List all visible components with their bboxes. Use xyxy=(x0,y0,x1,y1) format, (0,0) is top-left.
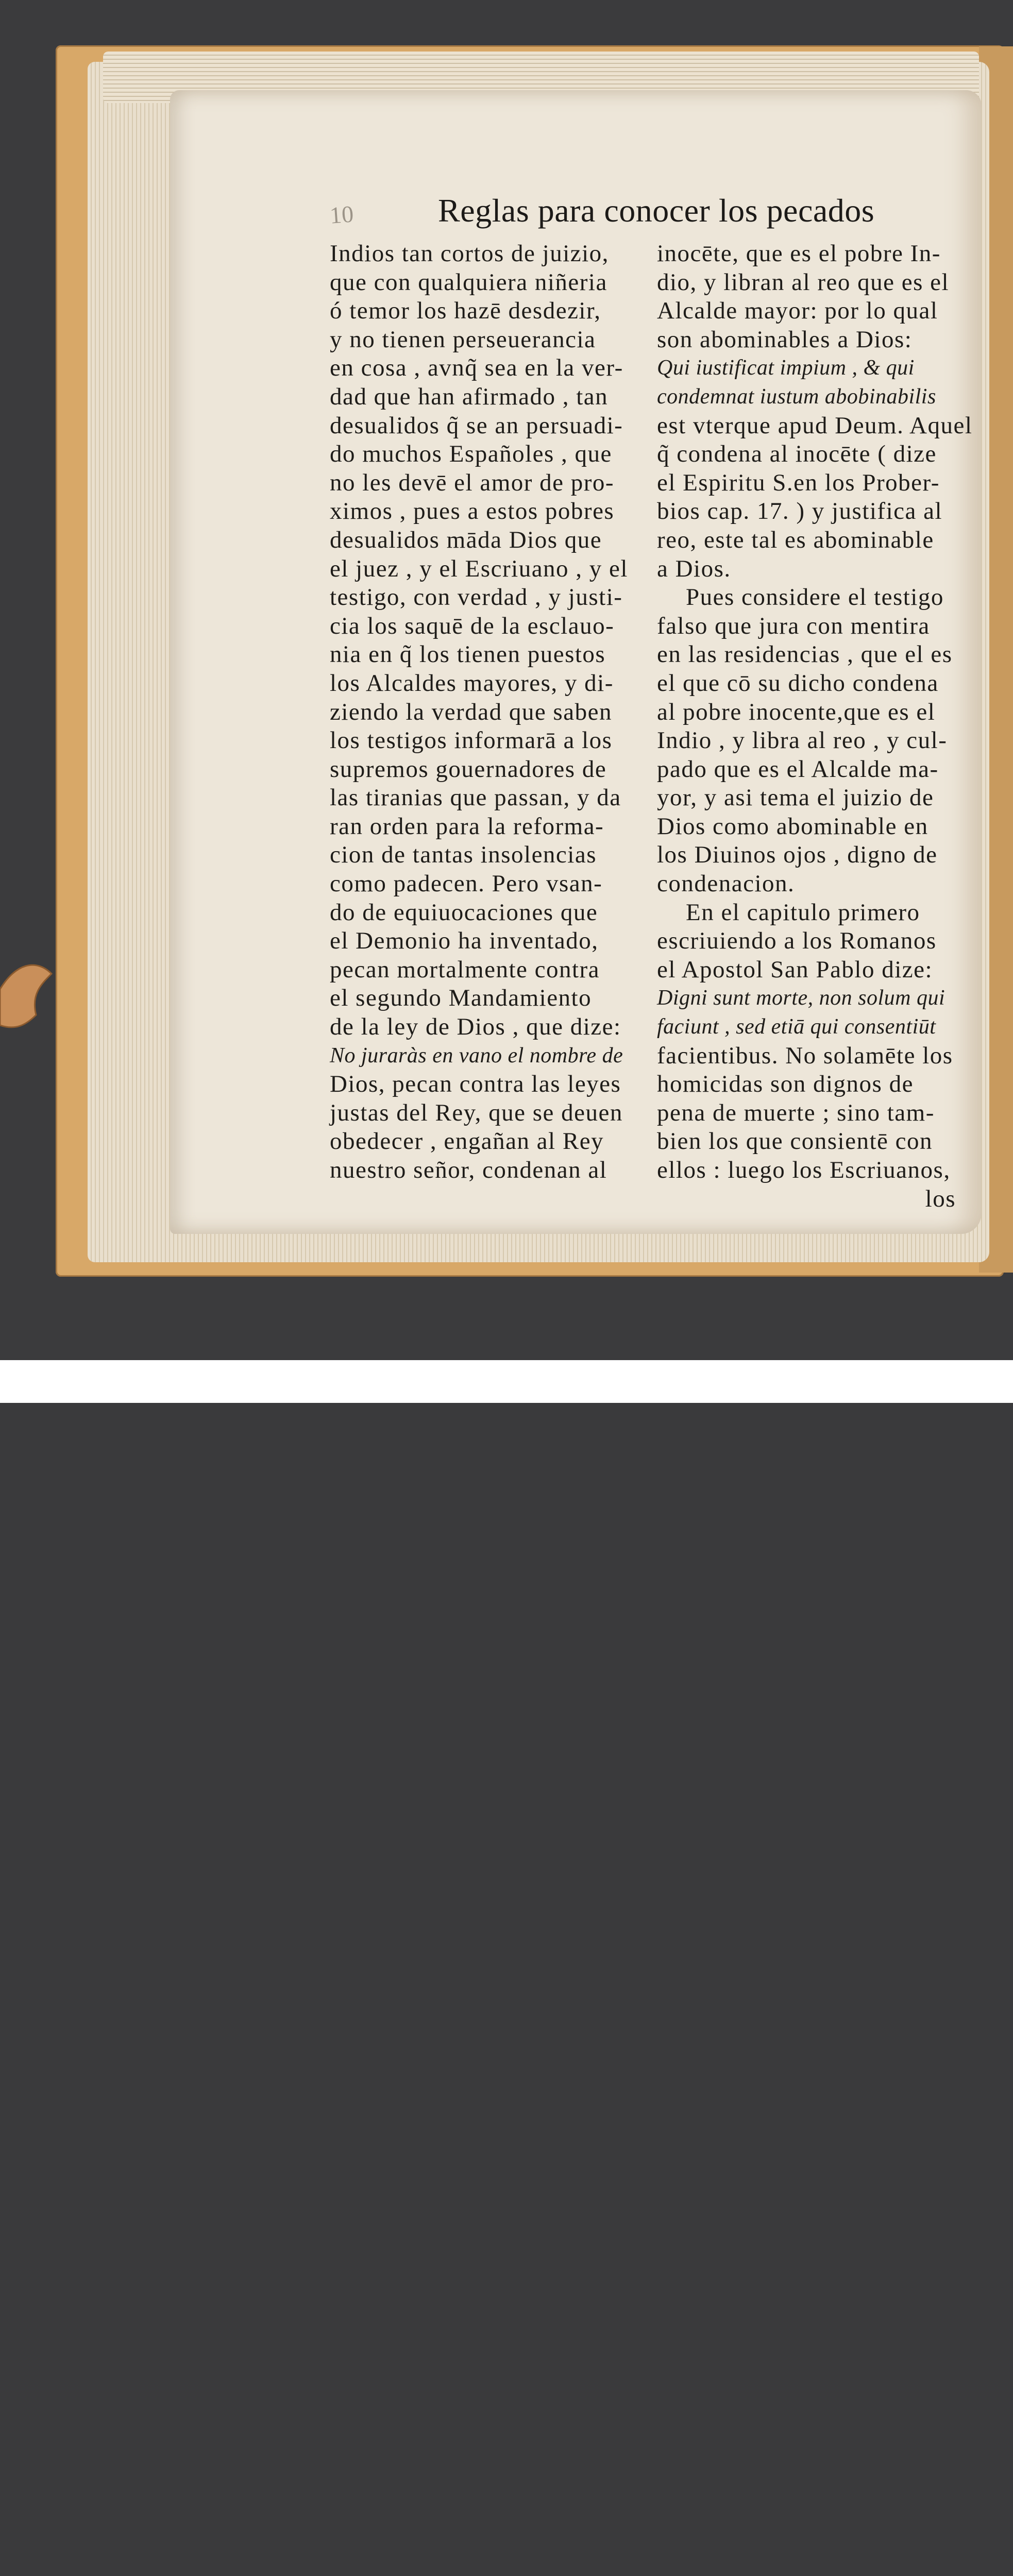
text-line: En el capitulo primero xyxy=(686,899,920,926)
text-line: en las residencias , que el es xyxy=(657,641,953,668)
text-line: inocēte, que es el pobre In- xyxy=(657,240,941,267)
text-line: de la ley de Dios , que dize: xyxy=(330,1013,621,1041)
text-line: el Demonio ha inventado, xyxy=(330,927,599,955)
text-line: obedecer , engañan al Rey xyxy=(330,1128,604,1155)
text-line: el Espiritu S.en los Prober- xyxy=(657,469,940,496)
text-column-left xyxy=(330,240,639,1185)
text-line: el juez , y el Escriuano , y el xyxy=(330,555,628,582)
text-line: bien los que consientē con xyxy=(657,1128,933,1155)
text-line: yor, y asi tema el juizio de xyxy=(657,784,934,811)
text-line: y no tienen perseuerancia xyxy=(330,326,596,353)
running-title: Reglas para conocer los pecados xyxy=(438,192,875,229)
text-line: ó temor los hazē desdezir, xyxy=(330,297,601,325)
text-line: los Alcaldes mayores, y di- xyxy=(330,669,614,697)
text-line: el Apostol San Pablo dize: xyxy=(657,956,933,983)
text-line: testigo, con verdad , y justi- xyxy=(330,584,623,611)
text-line: homicidas son dignos de xyxy=(657,1071,914,1098)
text-line: justas del Rey, que se deuen xyxy=(330,1099,623,1126)
text-line: reo, este tal es abominable xyxy=(657,526,934,553)
page-number: 10 xyxy=(329,200,354,229)
text-line: Indios tan cortos de juizio, xyxy=(330,240,609,267)
text-line: Indio , y libra al reo , y cul- xyxy=(657,727,948,754)
text-line: q̃ condena al inocēte ( dize xyxy=(657,440,937,468)
text-column-right xyxy=(657,240,973,1213)
text-line: faciunt , sed etiā qui consentiūt xyxy=(657,1015,936,1039)
text-line: est vterque apud Deum. Aquel xyxy=(657,412,973,439)
text-line: No juraràs en vano el nombre de xyxy=(330,1043,623,1067)
text-line: los Diuinos ojos , digno de xyxy=(657,841,938,869)
text-line: pecan mortalmente contra xyxy=(330,956,600,983)
text-line: supremos gouernadores de xyxy=(330,755,607,783)
text-line: nia en q̃ los tienen puestos xyxy=(330,641,606,668)
text-line: dio, y libran al reo que es el xyxy=(657,268,950,296)
text-line: nuestro señor, condenan al xyxy=(330,1157,607,1183)
text-line: las tiranias que passan, y da xyxy=(330,784,621,811)
text-line: dad que han afirmado , tan xyxy=(330,383,609,410)
text-line: pado que es el Alcalde ma- xyxy=(657,755,939,783)
text-line: cion de tantas insolencias xyxy=(330,841,597,869)
text-line: Digni sunt morte, non solum qui xyxy=(657,986,946,1010)
text-line: Qui iustificat impium , & qui xyxy=(657,356,915,380)
text-line: condenacion. xyxy=(657,870,795,897)
text-line: cia los saquē de la esclauo- xyxy=(330,612,615,639)
text-line: do de equiuocaciones que xyxy=(330,899,598,926)
text-line: como padecen. Pero vsan- xyxy=(330,870,603,897)
text-line: los testigos informarā a los xyxy=(330,727,613,754)
text-line: desualidos q̃ se an persuadi- xyxy=(330,412,623,439)
text-line: Alcalde mayor: por lo qual xyxy=(657,297,938,325)
catchword: los xyxy=(925,1185,956,1212)
text-line: al pobre inocente,que es el xyxy=(657,698,936,725)
text-line: no les devē el amor de pro- xyxy=(330,469,615,496)
text-line: que con qualquiera niñeria xyxy=(330,268,607,296)
text-line: Dios como abominable en xyxy=(657,812,928,840)
text-line: ellos : luego los Escriuanos, xyxy=(657,1157,951,1183)
text-line: ximos , pues a estos pobres xyxy=(330,498,615,525)
text-line: el segundo Mandamiento xyxy=(330,985,592,1012)
text-line: pena de muerte ; sino tam- xyxy=(657,1099,935,1126)
text-line: Dios, pecan contra las leyes xyxy=(330,1071,621,1098)
text-line: ran orden para la reforma- xyxy=(330,812,604,840)
leather-tie xyxy=(0,953,57,1036)
text-line: Pues considere el testigo xyxy=(686,584,944,611)
text-line: el que cō su dicho condena xyxy=(657,669,939,697)
text-line: a Dios. xyxy=(657,555,731,582)
text-line: escriuiendo a los Romanos xyxy=(657,927,937,955)
text-line: ziendo la verdad que saben xyxy=(330,698,612,725)
text-line: bios cap. 17. ) y justifica al xyxy=(657,498,943,525)
footer-bar xyxy=(0,1360,1013,1403)
text-line: son abominables a Dios: xyxy=(657,326,913,353)
text-line: desualidos māda Dios que xyxy=(330,526,602,553)
text-line: facientibus. No solamēte los xyxy=(657,1042,953,1069)
text-line: en cosa , avnq̃ sea en la ver- xyxy=(330,354,623,382)
text-line: condemnat iustum abobinabilis xyxy=(657,384,936,409)
text-line: do muchos Españoles , que xyxy=(330,440,612,468)
text-line: falso que jura con mentira xyxy=(657,612,930,639)
